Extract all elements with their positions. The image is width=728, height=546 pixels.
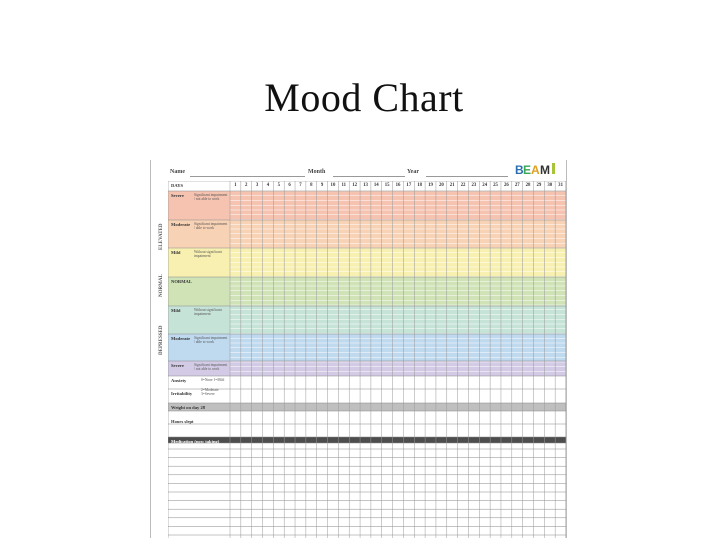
day-number: 18 [417, 183, 423, 188]
name-line [190, 176, 305, 177]
day-number: 5 [277, 183, 280, 188]
day-number: 29 [536, 183, 542, 188]
row-label-medication: Medication (now taking) [171, 439, 220, 444]
day-number: 12 [352, 183, 358, 188]
day-number: 15 [384, 183, 390, 188]
row-label-mild-bottom: Mild [171, 308, 181, 313]
day-number: 4 [266, 183, 270, 188]
row-note-mild-bottom: Without significant impairment [194, 308, 222, 316]
day-number: 20 [438, 183, 444, 188]
year-label: Year [407, 169, 419, 175]
row-label-weight: Weight on day 28 [171, 405, 206, 410]
row-label-severe-bottom: Severe [171, 363, 184, 368]
anxiety-scale: 0=None 1=Mild [201, 378, 225, 382]
slide-title: Mood Chart [264, 75, 464, 120]
row-label-moderate-top: Moderate [171, 222, 191, 227]
mood-grid [168, 181, 566, 538]
year-line [426, 176, 508, 177]
day-number: 8 [310, 183, 313, 188]
day-number: 16 [395, 183, 401, 188]
row-note-moderate-bottom: Significant impairment / able to work [194, 336, 228, 344]
day-number: 22 [460, 183, 466, 188]
row-label-moderate-bottom: Moderate [171, 336, 191, 341]
day-number: 23 [471, 183, 477, 188]
side-label-elevated: ELEVATED [159, 223, 164, 250]
day-number: 30 [547, 183, 553, 188]
month-label: Month [308, 169, 326, 175]
days-label: DAYS [171, 183, 184, 188]
row-label-anxiety: Anxiety [171, 378, 187, 383]
row-note-severe-bottom: Significant impairment / not able to work [194, 363, 228, 371]
month-line [333, 176, 405, 177]
irritability-scale: 2=Moderate 3=Severe [201, 388, 219, 396]
day-number: 10 [330, 183, 336, 188]
row-note-severe-top: Significant impairment / not able to work [194, 193, 228, 201]
sheet-left-edge [150, 160, 151, 538]
row-label-normal: NORMAL [171, 279, 192, 284]
day-number: 11 [341, 183, 347, 188]
svg-text:M: M [540, 163, 550, 177]
day-number: 27 [514, 183, 520, 188]
day-number: 9 [320, 183, 324, 188]
day-number: 3 [255, 183, 259, 188]
sheet-right-edge [566, 160, 567, 538]
day-number: 6 [288, 183, 291, 188]
row-note-moderate-top: Significant impairment / able to work [194, 222, 228, 230]
day-number: 25 [493, 183, 498, 188]
day-number: 31 [558, 183, 563, 188]
day-number: 1 [234, 183, 237, 188]
svg-text:E: E [523, 163, 532, 177]
day-number: 24 [482, 183, 488, 188]
row-label-mild-top: Mild [171, 250, 181, 255]
row-label-severe-top: Severe [171, 193, 184, 198]
svg-text:A: A [531, 163, 540, 177]
day-number: 26 [503, 183, 509, 188]
band-weight [168, 403, 566, 411]
day-number: 14 [373, 183, 379, 188]
day-number: 28 [525, 183, 531, 188]
beam-logo [513, 160, 561, 178]
day-number: 7 [299, 183, 302, 188]
day-number: 2 [245, 183, 248, 188]
day-number: 21 [449, 183, 455, 188]
row-note-mild-top: Without significant impairment [194, 250, 222, 258]
band-medication [168, 437, 566, 443]
row-label-hours-slept: Hours slept [171, 419, 194, 424]
svg-text:B: B [515, 163, 524, 177]
day-number: 17 [406, 183, 412, 188]
name-label: Name [170, 169, 185, 175]
day-number: 19 [428, 183, 433, 188]
side-label-depressed: DEPRESSED [159, 325, 164, 355]
mood-grid-svg [168, 181, 566, 538]
day-number: 13 [363, 183, 368, 188]
side-label-normal: NORMAL [159, 274, 164, 297]
row-label-irritability: Irritability [171, 391, 193, 396]
